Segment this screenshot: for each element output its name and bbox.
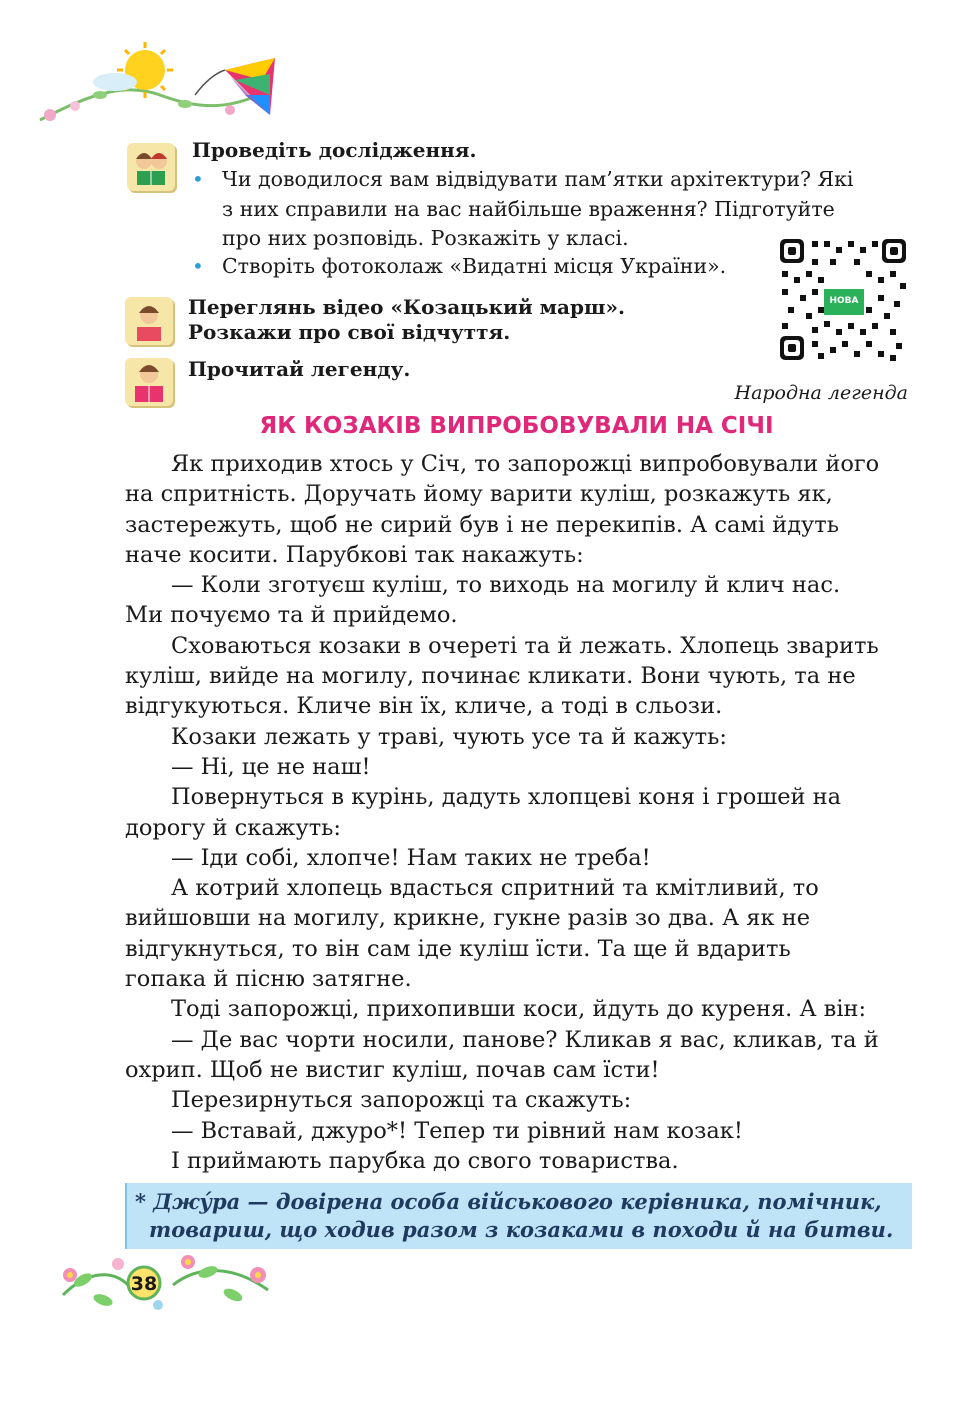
legend-line: Повернуться в курінь, дадуть хлопцеві коня і грошей на bbox=[171, 784, 842, 811]
page-number: 38 bbox=[130, 1273, 158, 1295]
legend-title: ЯК КОЗАКІВ ВИПРОБОВУВАЛИ НА СІЧІ bbox=[259, 413, 774, 439]
research-bullet-2 bbox=[192, 252, 772, 282]
legend-line: наче косити. Парубкові так накажуть: bbox=[125, 541, 584, 568]
legend-line: Козаки лежать у траві, чують усе та й кажуть: bbox=[171, 723, 727, 750]
bullet-line: Створіть фотоколаж «Видатні місця України». bbox=[222, 254, 727, 278]
legend-line: Ми почуємо та й прийдемо. bbox=[125, 602, 458, 629]
legend-line: — Де вас чорти носили, панове? Кликав я вас, кликав, та й bbox=[171, 1026, 879, 1053]
legend-line: А котрий хлопець вдасться спритний та кмітливий, то bbox=[171, 875, 819, 902]
watch-video-task-icon bbox=[125, 297, 173, 345]
legend-line: вийшовши на могилу, крикне, гукне разів зо два. А як не bbox=[125, 905, 811, 932]
bullet-dot-icon: • bbox=[192, 254, 204, 278]
legend-body bbox=[125, 449, 908, 1176]
legend-line: Перезирнуться запорожці та скажуть: bbox=[171, 1087, 632, 1114]
legend-line: куліш, вийде на могилу, починає кликати. Вони чують, та не bbox=[125, 663, 856, 690]
legend-line: Сховаються козаки в очереті та й лежать. Хлопець зварить bbox=[171, 632, 879, 659]
legend-line: — Коли зготуєш куліш, то виходь на могилу й клич нас. bbox=[171, 572, 841, 599]
legend-line: — Вставай, джуро*! Тепер ти рівний нам козак! bbox=[171, 1117, 743, 1144]
qr-code[interactable] bbox=[778, 237, 908, 362]
research-task-icon bbox=[127, 143, 175, 191]
legend-line: на спритність. Доручать йому варити куліш, розкажуть як, bbox=[125, 481, 833, 508]
video-task-line-2: Розкажи про свої відчуття. bbox=[188, 320, 511, 344]
legend-line: охрип. Щоб не вистиг куліш, почав сам їсти! bbox=[125, 1056, 660, 1083]
footnote-line-1: * Джу́ра — довірена особа військового керівника, помічник, bbox=[135, 1189, 882, 1214]
bullet-line: Чи доводилося вам відвідувати пам’ятки архітектури? Які bbox=[222, 167, 854, 191]
bullet-dot-icon: • bbox=[192, 167, 204, 191]
read-task-title: Прочитай легенду. bbox=[188, 357, 411, 381]
vine-decoration bbox=[40, 90, 270, 121]
bullet-line: з них справили на вас найбільше враження? Підготуйте bbox=[222, 196, 835, 221]
bullet-line: про них розповідь. Розкажіть у класі. bbox=[222, 226, 629, 250]
legend-line: І приймають парубка до свого товариства. bbox=[171, 1147, 679, 1174]
research-task-title: Проведіть дослідження. bbox=[192, 138, 477, 162]
legend-line: Тоді запорожці, прихопивши коси, йдуть до куреня. А він: bbox=[171, 996, 867, 1023]
footnote-box bbox=[125, 1183, 912, 1249]
legend-line: дорогу й скажуть: bbox=[125, 814, 341, 841]
footer-decoration bbox=[58, 1250, 278, 1315]
legend-line: відгукнуться, то він сам іде куліш їсти. Та ще й вдарить bbox=[125, 935, 791, 962]
legend-line: застережуть, щоб не сирий був і не перекипів. А самі йдуть bbox=[125, 511, 839, 538]
legend-line: Як приходив хтось у Січ, то запорожці випробовували його bbox=[171, 451, 880, 477]
legend-line: — Іди собі, хлопче! Нам таких не треба! bbox=[171, 844, 651, 871]
read-task-icon bbox=[125, 358, 173, 406]
legend-line: гопака й пісню затягне. bbox=[125, 966, 412, 993]
legend-line: — Ні, це не наш! bbox=[171, 753, 371, 780]
footnote-line-2: товариш, що ходив разом з козаками в походи й на битви. bbox=[149, 1217, 894, 1242]
flower-ornament-icon bbox=[63, 1255, 268, 1310]
legend-source: Народна легенда bbox=[734, 382, 908, 404]
qr-badge-text: НОВА bbox=[829, 296, 859, 306]
header-decoration bbox=[30, 40, 290, 135]
legend-line: відгукуються. Кличе він їх, кличе, а тоді в сльози. bbox=[125, 693, 723, 720]
video-task-line-1: Переглянь відео «Козацький марш». bbox=[188, 295, 625, 319]
